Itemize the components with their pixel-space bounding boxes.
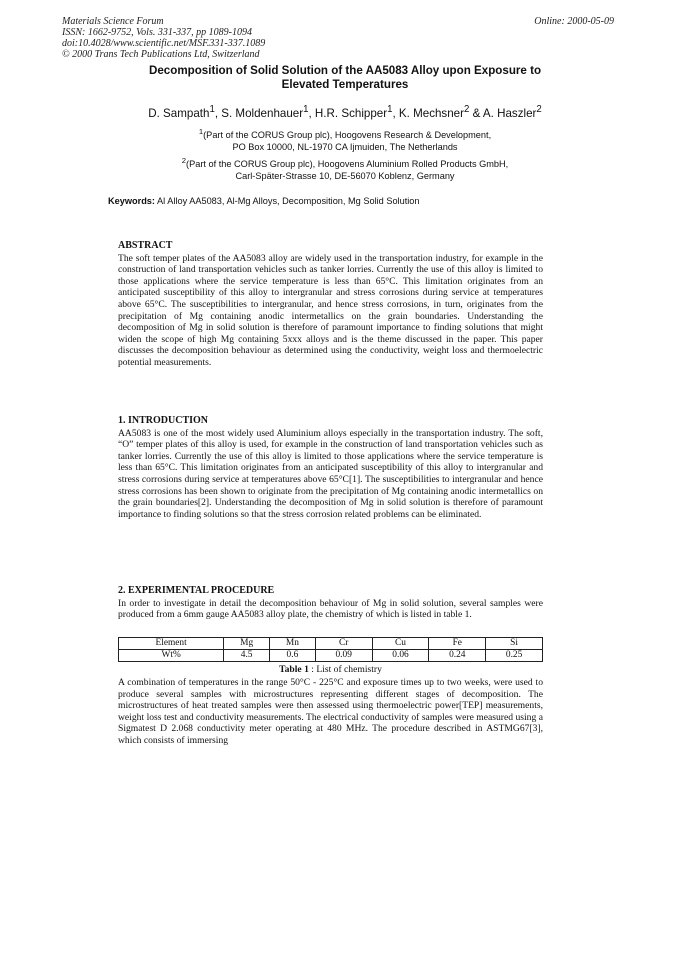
author-name: & A. Haszler [469,106,537,120]
table-cell: 0.6 [270,650,316,662]
author-name: , K. Mechsner [392,106,464,120]
table-header-row [119,638,543,650]
affiliation-line: (Part of the CORUS Group plc), Hoogovens Research & Development, [203,130,492,141]
affiliation-mark: 2 [181,156,187,165]
issn-line: ISSN: 1662-9752, Vols. 331-337, pp 1089-1094 [62,27,252,38]
table-header-cell: Mg [224,638,270,650]
author-affiliation-mark: 1 [303,104,309,115]
table-caption [118,664,543,675]
introduction-section [118,415,543,520]
table-header-cell: Si [486,638,543,650]
author-name: D. Sampath [148,106,210,120]
author-list [90,104,600,120]
table-caption-text: : List of chemistry [308,664,382,675]
author-affiliation-mark: 2 [536,104,542,115]
table-row [119,650,543,662]
experimental-text-2: A combination of temperatures in the range 50°C - 225°C and exposure times up to two weeks, were used to produce several samples with microstructures representing different stages of decomposition. The microstructures of heat treated samples were then assessed using thermoelectric power[TEP] measurements, weight loss test and conductivity measurements. The electrical conductivity of samples were measured using a Sigmatest D 2.068 conductivity meter operating at 480 MHz. The procedure described in ASTMG67[3], which consists of immersing [118,677,543,746]
table-header-cell: Cu [372,638,429,650]
table-caption-label: Table 1 [279,664,309,675]
affiliation-1 [90,126,600,153]
introduction-text: AA5083 is one of the most widely used Aluminium alloys especially in the transportation industry. The soft, “O” temper plates of this alloy is used, for example in the construction of land transportation vehicles such as tanker lorries. Currently the use of this alloy is limited to those applications where the service temperature is less than 65°C. This limitation originates from an anticipated susceptibility of this alloy to intergranular and stress corrosions during service at temperatures above 65°C[1]. The susceptibilities to intergranular and hence stress corrosions has been shown to originate from the precipitation of Mg containing anodic intermetallics on the grain boundaries[2]. Understanding the decomposition of Mg in solid solution is therefore of paramount importance to finding solutions so that the stress corrosion related problems can be eliminated. [118,427,543,520]
chemistry-table [118,637,543,662]
table-cell: 0.06 [372,650,429,662]
experimental-section [118,585,543,621]
abstract-text: The soft temper plates of the AA5083 alloy are widely used in the transportation industry, for example in the construction of land transportation vehicles such as tanker lorries. Currently the use of this alloy is limited to those applications where the service temperature is less than 65°C. This limitation originates from an anticipated susceptibility of this alloy to intergranular and stress corrosions during service at temperatures above 65°C. The susceptibilities to intergranular, and hence stress corrosions, in turn, originates from the precipitation of Mg containing anodic intermetallics on the grain boundaries. Understanding the decomposition of Mg in solid solution is therefore of paramount importance to finding solutions that might widen the scope of high Mg containing 5xxx alloys and is the theme discussed in the paper. This paper discusses the decomposition behaviour as determined using the conductivity, weight loss and thermoelectric potential measurements. [118,252,543,368]
keywords-label: Keywords: [108,196,155,206]
table-header-cell: Element [119,638,224,650]
online-date: Online: 2000-05-09 [534,16,614,27]
copyright-line: © 2000 Trans Tech Publications Ltd, Switzerland [62,49,260,60]
author-affiliation-mark: 1 [387,104,393,115]
experimental-continued [118,677,543,747]
paper-title [95,64,595,92]
keywords-text: Al Alloy AA5083, Al-Mg Alloys, Decomposition, Mg Solid Solution [154,196,420,206]
table-cell: 0.24 [429,650,486,662]
keywords [108,196,420,206]
author-affiliation-mark: 1 [209,104,215,115]
journal-name: Materials Science Forum [62,16,164,27]
table-header-cell: Cr [315,638,372,650]
table-header-cell: Fe [429,638,486,650]
table-cell: 0.25 [486,650,543,662]
title-line-1: Decomposition of Solid Solution of the AA5083 Alloy upon Exposure to [148,64,542,77]
abstract-section [118,240,543,369]
affiliation-line: (Part of the CORUS Group plc), Hoogovens Aluminium Rolled Products GmbH, [186,159,509,170]
affiliation-mark: 1 [198,127,204,136]
doi-line: doi:10.4028/www.scientific.net/MSF.331-337.1089 [62,38,266,49]
table-cell: 4.5 [224,650,270,662]
affiliation-line: Carl-Später-Strasse 10, DE-56070 Koblenz, Germany [235,171,455,182]
table-cell: Wt% [119,650,224,662]
experimental-text: In order to investigate in detail the decomposition behaviour of Mg in solid solution, several samples were produced from a 6mm gauge AA5083 alloy plate, the chemistry of which is listed in table 1. [118,597,543,621]
abstract-heading: ABSTRACT [118,240,173,251]
affiliation-2 [90,155,600,182]
introduction-heading: 1. INTRODUCTION [118,415,209,426]
citation-header [62,16,265,60]
title-line-2: Elevated Temperatures [281,78,409,91]
author-name: , S. Moldenhauer [214,106,304,120]
affiliation-line: PO Box 10000, NL-1970 CA Ijmuiden, The Netherlands [232,142,458,153]
author-name: , H.R. Schipper [308,106,388,120]
table-cell: 0.09 [315,650,372,662]
experimental-heading: 2. EXPERIMENTAL PROCEDURE [118,585,275,596]
table-header-cell: Mn [270,638,316,650]
author-affiliation-mark: 2 [464,104,470,115]
